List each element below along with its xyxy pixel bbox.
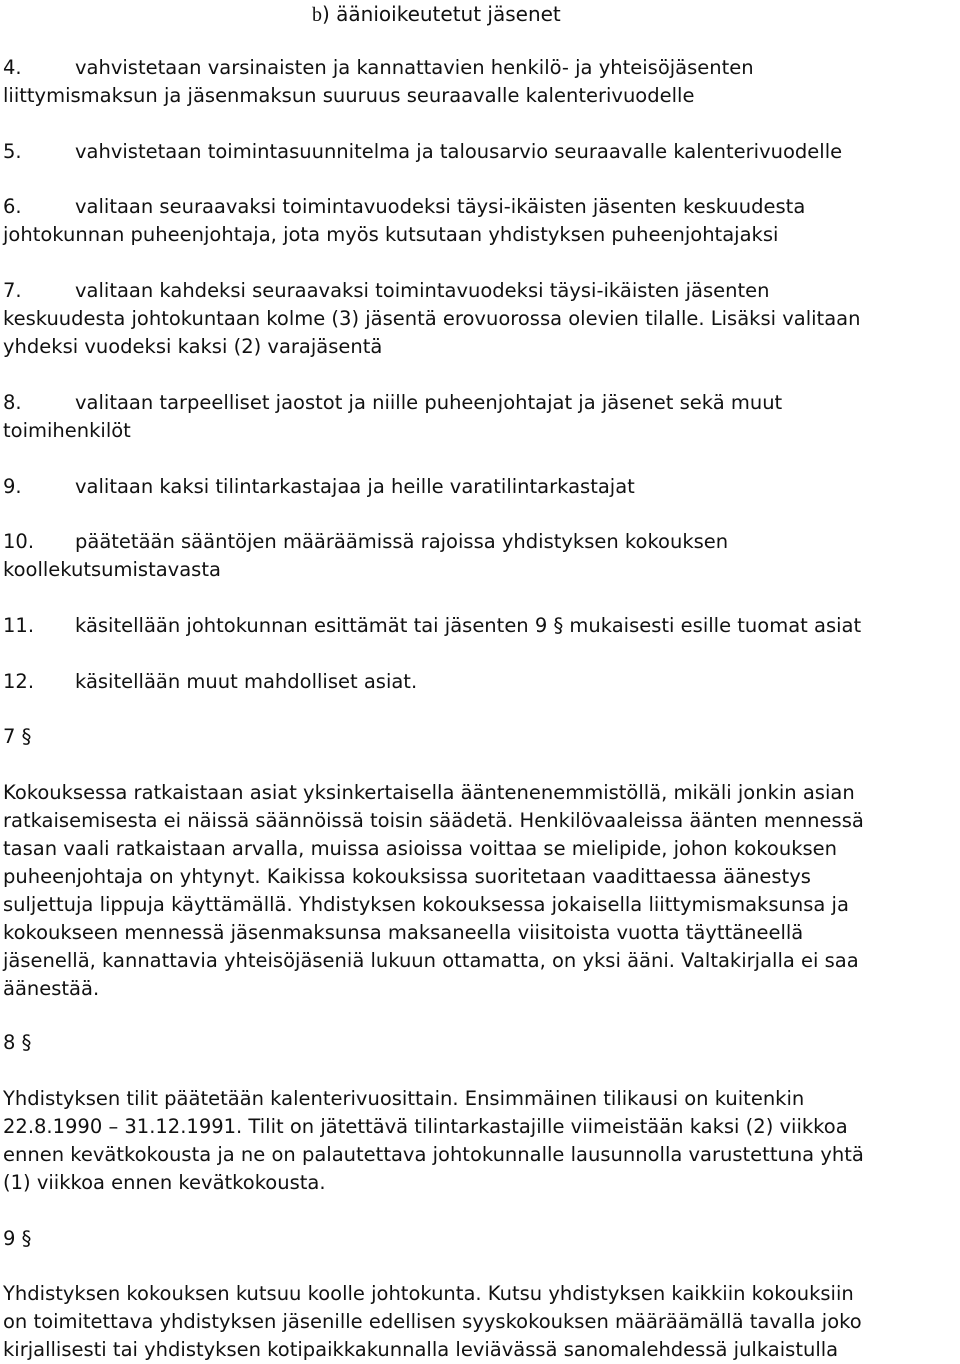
item-text-line: käsitellään muut mahdolliset asiat. [75, 670, 418, 693]
item-number: 10. [3, 530, 35, 553]
section-title-9: 9 § [3, 1227, 32, 1250]
paragraph-line: kirjallisesti tai yhdistyksen kotipaikkakunnalla leviävässä sanomalehdessä julkaistulla [3, 1338, 839, 1361]
list-item-4 [3, 54, 953, 110]
item-text-line: keskuudesta johtokuntaan kolme (3) jäsentä erovuorossa olevien tilalle. Lisäksi valitaan [3, 307, 861, 330]
paragraph-line: Yhdistyksen kokouksen kutsuu koolle johtokunta. Kutsu yhdistyksen kaikkiin kokouksiin [3, 1282, 854, 1305]
list-item-12 [3, 668, 953, 696]
item-text-line: toimihenkilöt [3, 419, 131, 442]
list-item-7 [3, 277, 953, 361]
paragraph-line: jäsenellä, kannattavia yhteisöjäseniä lukuun ottamatta, on yksi ääni. Valtakirjalla ei saa [3, 949, 859, 972]
list-item-5 [3, 138, 953, 166]
item-text-line: päätetään sääntöjen määräämissä rajoissa yhdistyksen kokouksen [75, 530, 729, 553]
heading-prefix: b [312, 4, 322, 26]
section-9-paragraph [3, 1280, 958, 1364]
list-item-8 [3, 389, 953, 445]
section-8-paragraph [3, 1085, 958, 1197]
list-item-10 [3, 528, 953, 584]
paragraph-line: suljettuja lippuja käyttämällä. Yhdistyksen kokouksessa jokaisella liittymismaksunsa ja [3, 893, 849, 916]
paragraph-line: tasan vaali ratkaistaan arvalla, muissa asioissa voittaa se mielipide, johon kokouksen [3, 837, 838, 860]
item-text-line: johtokunnan puheenjohtaja, jota myös kutsutaan yhdistyksen puheenjohtajaksi [3, 223, 779, 246]
list-item-6 [3, 193, 953, 249]
item-number: 4. [3, 56, 22, 79]
item-text-line: vahvistetaan varsinaisten ja kannattavien henkilö- ja yhteisöjäsenten [75, 56, 754, 79]
paragraph-line: kokoukseen mennessä jäsenmaksunsa maksaneella viisitoista vuotta täyttäneellä [3, 921, 804, 944]
list-item-9 [3, 473, 953, 501]
item-number: 11. [3, 614, 35, 637]
paragraph-line: Kokouksessa ratkaistaan asiat yksinkertaisella ääntenenemmistöllä, mikäli jonkin asian [3, 781, 855, 804]
section-title-7: 7 § [3, 725, 32, 748]
list-item-11 [3, 612, 953, 640]
item-number: 9. [3, 475, 22, 498]
item-text-line: valitaan kaksi tilintarkastajaa ja heille varatilintarkastajat [75, 475, 635, 498]
paragraph-line: (1) viikkoa ennen kevätkokousta. [3, 1171, 326, 1194]
item-text-line: vahvistetaan toimintasuunnitelma ja talousarvio seuraavalle kalenterivuodelle [75, 140, 843, 163]
item-number: 8. [3, 391, 22, 414]
paragraph-line: äänestää. [3, 977, 100, 1000]
item-number: 7. [3, 279, 22, 302]
item-number: 5. [3, 140, 22, 163]
paragraph-line: on toimitettava yhdistyksen jäsenille edellisen syyskokouksen määräämällä tavalla joko [3, 1310, 862, 1333]
paragraph-line: ennen kevätkokousta ja ne on palautettava johtokunnalle lausunnolla varustettuna yhtä [3, 1143, 864, 1166]
section-heading [312, 2, 561, 27]
item-text-line: valitaan kahdeksi seuraavaksi toimintavuodeksi täysi-ikäisten jäsenten [75, 279, 770, 302]
item-text-line: liittymismaksun ja jäsenmaksun suuruus seuraavalle kalenterivuodelle [3, 84, 695, 107]
section-7-paragraph [3, 779, 958, 1003]
item-text-line: valitaan seuraavaksi toimintavuodeksi täysi-ikäisten jäsenten keskuudesta [75, 195, 806, 218]
item-text-line: valitaan tarpeelliset jaostot ja niille puheenjohtajat ja jäsenet sekä muut [75, 391, 783, 414]
item-text-line: yhdeksi vuodeksi kaksi (2) varajäsentä [3, 335, 383, 358]
section-title-8: 8 § [3, 1031, 32, 1054]
paragraph-line: Yhdistyksen tilit päätetään kalenterivuosittain. Ensimmäinen tilikausi on kuitenkin [3, 1087, 805, 1110]
item-number: 12. [3, 670, 35, 693]
paragraph-line: 22.8.1990 – 31.12.1991. Tilit on jätettävä tilintarkastajille viimeistään kaksi (2) viikkoa [3, 1115, 848, 1138]
item-number: 6. [3, 195, 22, 218]
paragraph-line: ratkaisemisesta ei näissä säännöissä toisin säädetä. Henkilövaaleissa äänten mennessä [3, 809, 864, 832]
heading-text: ) äänioikeutetut jäsenet [322, 2, 561, 26]
item-text-line: koollekutsumistavasta [3, 558, 221, 581]
item-text-line: käsitellään johtokunnan esittämät tai jäsenten 9 § mukaisesti esille tuomat asiat [75, 614, 862, 637]
paragraph-line: puheenjohtaja on yhtynyt. Kaikissa kokouksissa suoritetaan vaadittaessa äänestys [3, 865, 811, 888]
